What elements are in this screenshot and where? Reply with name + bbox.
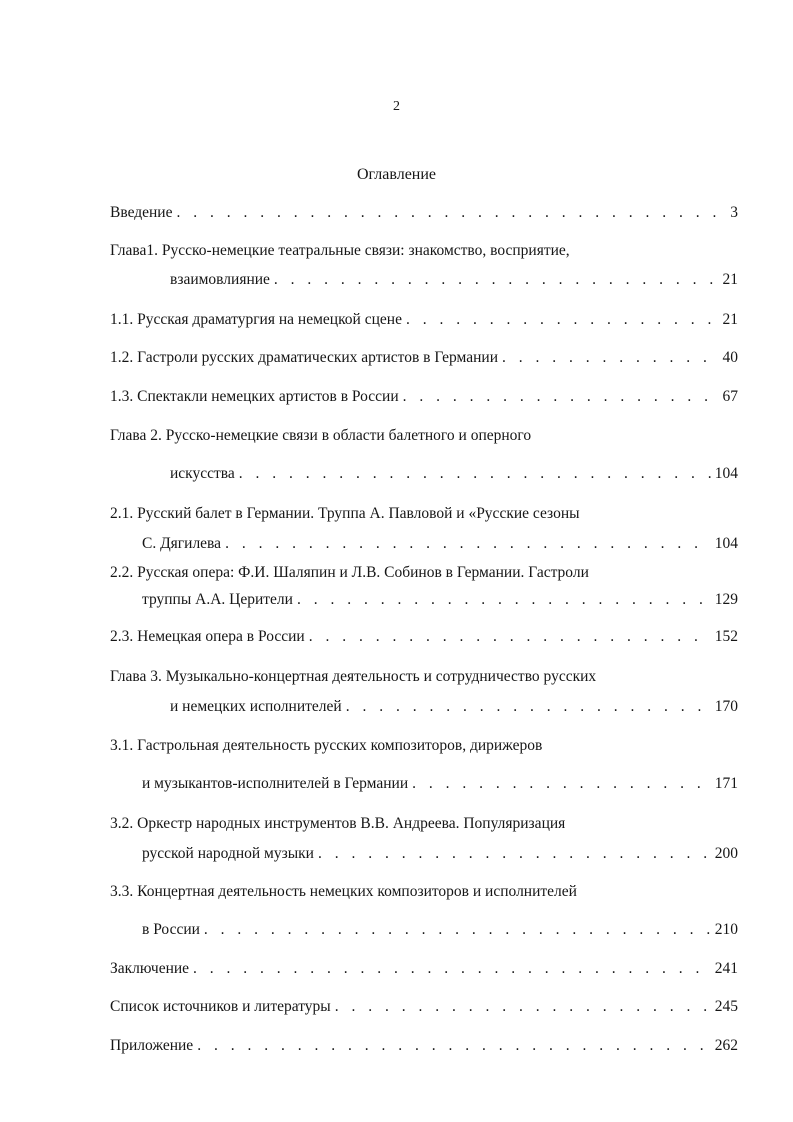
page-title: Оглавление bbox=[356, 166, 437, 183]
toc-entry-label: Глава 3. Музыкально-концертная деятельность и сотрудничество русских bbox=[110, 668, 597, 685]
toc-entry-ch2 bbox=[110, 465, 738, 487]
toc-entry-label: 2.1. Русский балет в Германии. Труппа А. Павловой и «Русские сезоны bbox=[110, 505, 580, 522]
toc-entry-label: и музыкантов-исполнителей в Германии bbox=[142, 775, 409, 792]
toc-entry-label: 3.1. Гастрольная деятельность русских композиторов, дирижеров bbox=[110, 737, 543, 754]
toc-entry-page: 67 bbox=[722, 388, 738, 405]
toc-entry-page: 40 bbox=[722, 349, 738, 366]
toc-entry-label: 1.1. Русская драматургия на немецкой сцене bbox=[110, 311, 402, 328]
toc-entry-page: 241 bbox=[714, 960, 738, 977]
toc-entry-page: 200 bbox=[714, 845, 738, 862]
toc-entry-page: 262 bbox=[714, 1037, 738, 1054]
toc-entry-1-1 bbox=[110, 311, 738, 333]
toc-entry-page: 171 bbox=[714, 775, 738, 792]
toc-entry-label: в России bbox=[142, 921, 200, 938]
toc-entry-3-2-title bbox=[110, 815, 738, 837]
page-number: 2 bbox=[393, 99, 400, 114]
toc-entry-3-3 bbox=[110, 921, 738, 943]
toc-entry-label: Заключение bbox=[110, 960, 190, 977]
toc-entry-2-3 bbox=[110, 628, 738, 650]
toc-entry-3-1 bbox=[110, 775, 738, 797]
toc-entry-label: 2.3. Немецкая опера в России bbox=[110, 628, 305, 645]
toc-entry-1-2 bbox=[110, 349, 738, 371]
toc-entry-label: русской народной музыки bbox=[142, 845, 314, 862]
toc-entry-label: Введение bbox=[110, 204, 173, 221]
dot-leader bbox=[204, 921, 711, 939]
dot-leader bbox=[412, 775, 711, 793]
dot-leader bbox=[274, 271, 719, 289]
toc-entry-ch3 bbox=[110, 698, 738, 720]
toc-entry-2-2-title bbox=[110, 564, 738, 586]
toc-entry-label: 3.3. Концертная деятельность немецких композиторов и исполнителей bbox=[110, 883, 577, 900]
toc-entry-2-1 bbox=[110, 535, 738, 557]
toc-entry-label: труппы А.А. Церители bbox=[142, 591, 293, 608]
toc-entry-page: 21 bbox=[722, 271, 738, 288]
dot-leader bbox=[335, 998, 711, 1016]
toc-entry-page: 170 bbox=[714, 698, 738, 715]
dot-leader bbox=[197, 1037, 711, 1055]
toc-entry-page: 129 bbox=[714, 591, 738, 608]
dot-leader bbox=[406, 311, 719, 329]
toc-entry-conclusion bbox=[110, 960, 738, 982]
toc-entry-sources bbox=[110, 998, 738, 1020]
toc-entry-3-2 bbox=[110, 845, 738, 867]
toc-entry-label: 3.2. Оркестр народных инструментов В.В. Андреева. Популяризация bbox=[110, 815, 566, 832]
dot-leader bbox=[176, 204, 726, 222]
toc-entry-page: 3 bbox=[730, 204, 738, 221]
dot-leader bbox=[193, 960, 711, 978]
toc-entry-label: Список источников и литературы bbox=[110, 998, 331, 1015]
toc-entry-label: 1.2. Гастроли русских драматических артистов в Германии bbox=[110, 349, 499, 366]
toc-entry-label: и немецких исполнителей bbox=[170, 698, 342, 715]
toc-entry-page: 104 bbox=[714, 465, 738, 482]
dot-leader bbox=[346, 698, 711, 716]
toc-entry-2-1-title bbox=[110, 505, 738, 527]
toc-entry-ch2-title bbox=[110, 427, 738, 449]
dot-leader bbox=[403, 388, 719, 406]
dot-leader bbox=[225, 535, 711, 553]
toc-entry-2-2 bbox=[110, 591, 738, 613]
toc-entry-intro bbox=[110, 204, 738, 226]
toc-entry-label: взаимовлияние bbox=[170, 271, 270, 288]
toc-entry-ch1 bbox=[110, 271, 738, 293]
toc-entry-ch3-title bbox=[110, 668, 738, 690]
dot-leader bbox=[239, 465, 711, 483]
dot-leader bbox=[318, 845, 711, 863]
toc-entry-page: 152 bbox=[714, 628, 738, 645]
toc-entry-label: Глава1. Русско-немецкие театральные связи: знакомство, восприятие, bbox=[110, 242, 570, 259]
toc-entry-page: 104 bbox=[714, 535, 738, 552]
toc-entry-label: 2.2. Русская опера: Ф.И. Шаляпин и Л.В. Собинов в Германии. Гастроли bbox=[110, 564, 589, 581]
dot-leader bbox=[297, 591, 711, 609]
toc-entry-ch1-title bbox=[110, 242, 738, 264]
toc-entry-3-1-title bbox=[110, 737, 738, 759]
toc-entry-page: 210 bbox=[714, 921, 738, 938]
toc-entry-page: 21 bbox=[722, 311, 738, 328]
toc-entry-page: 245 bbox=[714, 998, 738, 1015]
toc-entry-label: Глава 2. Русско-немецкие связи в области балетного и оперного bbox=[110, 427, 532, 444]
dot-leader bbox=[502, 349, 718, 367]
toc-entry-3-3-title bbox=[110, 883, 738, 905]
toc-entry-1-3 bbox=[110, 388, 738, 410]
toc-entry-appendix bbox=[110, 1037, 738, 1059]
toc-entry-label: С. Дягилева bbox=[142, 535, 222, 552]
toc-entry-label: 1.3. Спектакли немецких артистов в России bbox=[110, 388, 399, 405]
toc-entry-label: искусства bbox=[170, 465, 235, 482]
dot-leader bbox=[309, 628, 711, 646]
toc-entry-label: Приложение bbox=[110, 1037, 194, 1054]
